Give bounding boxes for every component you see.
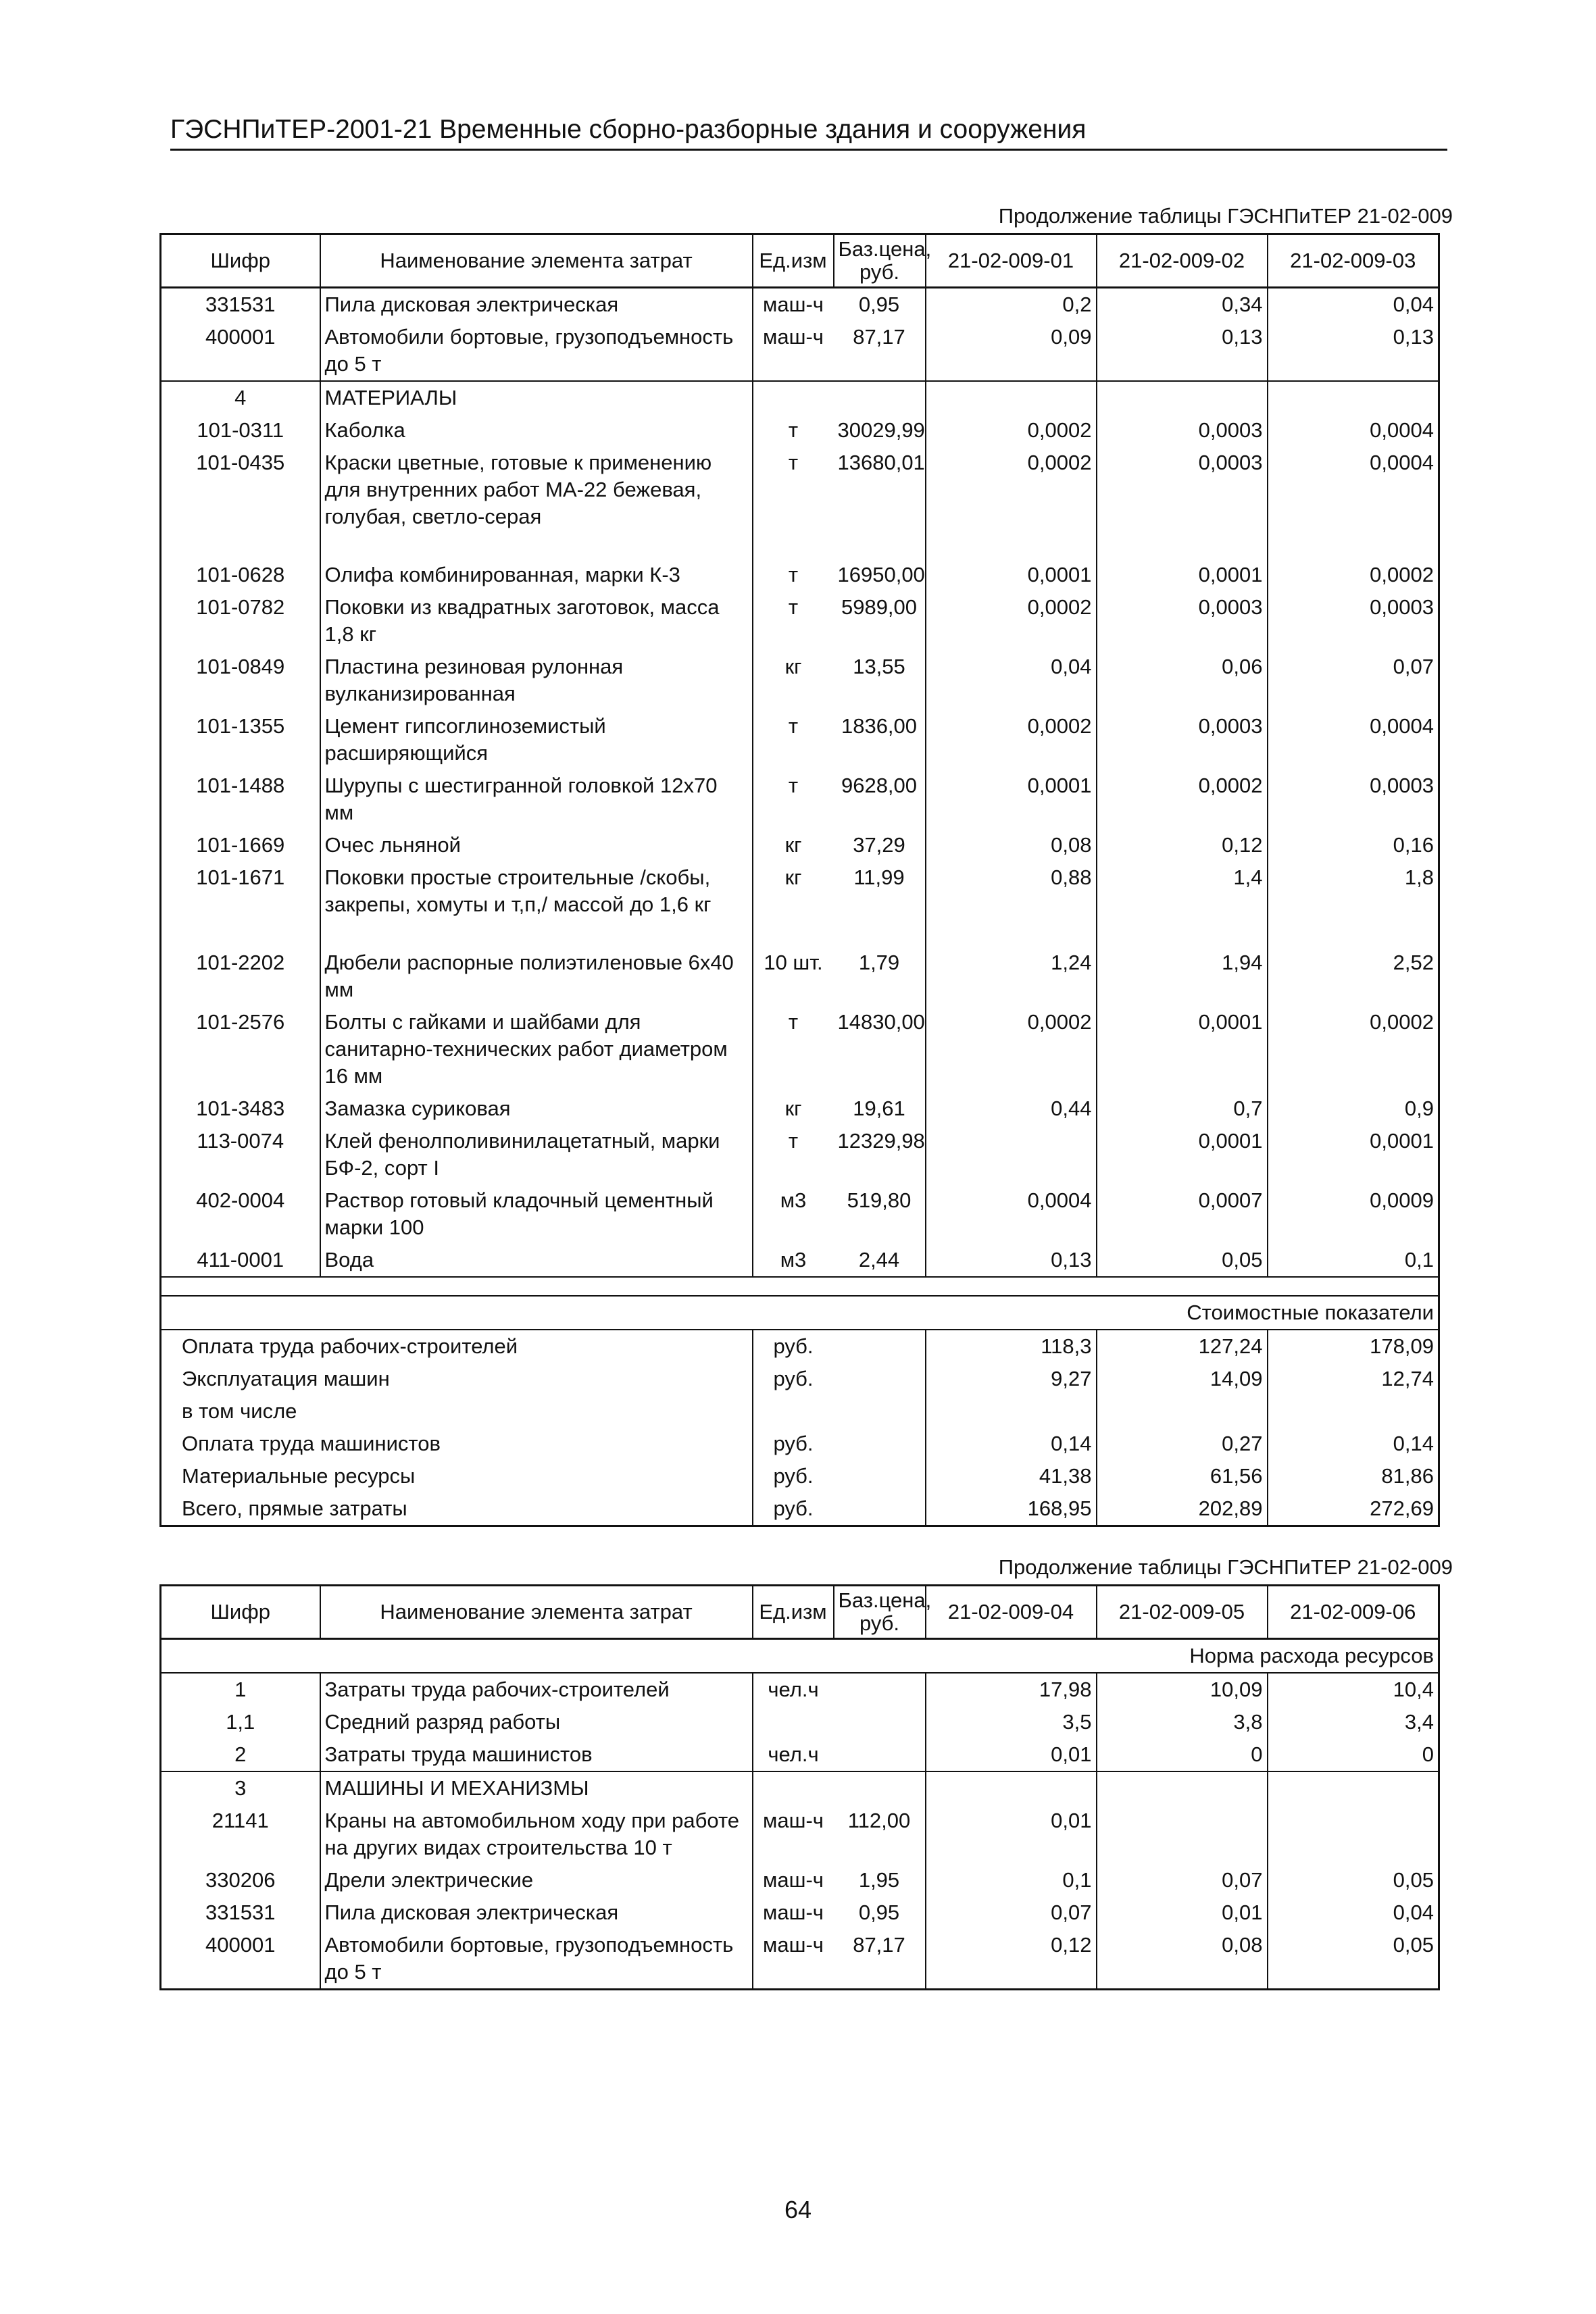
- row-price: 13680,01: [837, 451, 925, 474]
- cost-row: [161, 1330, 1439, 1363]
- row-code: 101-2576: [161, 1006, 320, 1092]
- row-name: Средний разряд работы: [320, 1706, 753, 1738]
- row-unit: [753, 1706, 834, 1738]
- row-value-1: 0,0001: [926, 559, 1097, 591]
- table-row: [161, 1896, 1439, 1929]
- row-code: 101-1669: [161, 829, 320, 861]
- table-row: [161, 321, 1439, 381]
- table-row: [161, 591, 1439, 651]
- row-unit: маш-ч: [753, 1929, 834, 1990]
- row-code: 101-1671: [161, 861, 320, 921]
- row-value-2: 0,13: [1097, 321, 1268, 381]
- row-code: 3: [161, 1771, 320, 1805]
- cost-name: Оплата труда машинистов: [161, 1428, 753, 1460]
- row-price: 0,95: [858, 293, 900, 316]
- col-header-code: Шифр: [161, 1586, 320, 1639]
- col-header-unit: Ед.изм: [753, 1586, 834, 1639]
- row-unit: чел.ч: [753, 1673, 834, 1706]
- row-name: Автомобили бортовые, грузоподъемность до 5 т: [320, 321, 753, 381]
- row-value-1: [926, 1125, 1097, 1184]
- row-value-2: [1097, 381, 1268, 414]
- row-unit: т: [753, 1006, 834, 1092]
- row-price: 16950,00: [837, 563, 925, 586]
- row-value-1: 0,0002: [926, 1006, 1097, 1092]
- row-value-2: 0,01: [1097, 1896, 1268, 1929]
- row-price: 2,44: [858, 1248, 900, 1272]
- col-header-v2: 21-02-009-05: [1097, 1586, 1268, 1639]
- row-value-2: 0,05: [1097, 1244, 1268, 1277]
- row-value-3: [1268, 1805, 1439, 1864]
- cost-value-1: 41,38: [926, 1460, 1097, 1492]
- row-value-2: 0,0001: [1097, 559, 1268, 591]
- row-value-2: 0,0002: [1097, 770, 1268, 829]
- row-value-1: 0,01: [926, 1738, 1097, 1771]
- row-value-2: 0,08: [1097, 1929, 1268, 1990]
- table-row: [161, 1673, 1439, 1706]
- cost-price-empty: [834, 1492, 926, 1526]
- cost-price-empty: [834, 1460, 926, 1492]
- row-unit: т: [753, 591, 834, 651]
- row-name: Поковки простые строительные /скобы, закрепы, хомуты и т,п,/ массой до 1,6 кг: [320, 861, 753, 921]
- row-value-3: 0,04: [1268, 288, 1439, 322]
- col-header-price: Баз.цена, руб.: [834, 1586, 926, 1639]
- row-spacer: [161, 921, 1439, 947]
- cost-value-3: 0,14: [1268, 1428, 1439, 1460]
- col-header-v1: 21-02-009-04: [926, 1586, 1097, 1639]
- row-value-2: 0,7: [1097, 1092, 1268, 1125]
- row-name: МАШИНЫ И МЕХАНИЗМЫ: [320, 1771, 753, 1805]
- row-value-3: 1,8: [1268, 861, 1439, 921]
- row-value-1: [926, 1771, 1097, 1805]
- row-value-2: 0,34: [1097, 288, 1268, 322]
- row-value-1: 0,04: [926, 651, 1097, 710]
- cost-section-header: Стоимостные показатели: [161, 1296, 1439, 1330]
- row-unit: т: [753, 559, 834, 591]
- row-code: 1,1: [161, 1706, 320, 1738]
- row-code: 402-0004: [161, 1184, 320, 1244]
- table-header-row: [161, 1586, 1439, 1639]
- row-value-3: 0,1: [1268, 1244, 1439, 1277]
- col-header-v3: 21-02-009-03: [1268, 234, 1439, 288]
- spacer-cell: [161, 921, 320, 947]
- row-value-2: 1,94: [1097, 947, 1268, 1006]
- col-header-code: Шифр: [161, 234, 320, 288]
- row-unit: т: [753, 414, 834, 447]
- row-unit: кг: [753, 861, 834, 921]
- row-value-3: 0,16: [1268, 829, 1439, 861]
- table-row: [161, 861, 1439, 921]
- row-unit: 10 шт.: [753, 947, 834, 1006]
- table-row: [161, 447, 1439, 533]
- row-value-3: 10,4: [1268, 1673, 1439, 1706]
- row-value-2: 0,0003: [1097, 591, 1268, 651]
- row-value-3: 0,9: [1268, 1092, 1439, 1125]
- row-value-1: 0,2: [926, 288, 1097, 322]
- cost-row: [161, 1460, 1439, 1492]
- col-header-name: Наименование элемента затрат: [320, 234, 753, 288]
- row-value-2: [1097, 1805, 1268, 1864]
- row-value-3: 0,0004: [1268, 414, 1439, 447]
- section-separator: [161, 1277, 1439, 1296]
- row-value-3: 0,0001: [1268, 1125, 1439, 1184]
- spacer-cell: [834, 921, 926, 947]
- col-header-unit: Ед.изм: [753, 234, 834, 288]
- cost-value-1: 118,3: [926, 1330, 1097, 1363]
- row-code: 4: [161, 381, 320, 414]
- table-row: [161, 288, 1439, 322]
- row-price: [834, 1673, 926, 1706]
- row-value-1: 0,44: [926, 1092, 1097, 1125]
- row-value-1: 0,0002: [926, 591, 1097, 651]
- row-value-3: 0,0003: [1268, 591, 1439, 651]
- cost-value-2: 202,89: [1097, 1492, 1268, 1526]
- table1-caption: Продолжение таблицы ГЭСНПиТЕР 21-02-009: [998, 204, 1453, 228]
- row-unit: маш-ч: [753, 1896, 834, 1929]
- row-code: 101-2202: [161, 947, 320, 1006]
- row-price: 14830,00: [837, 1010, 925, 1034]
- row-price: 11,99: [853, 865, 905, 889]
- cost-value-1: 9,27: [926, 1363, 1097, 1395]
- table-row: [161, 710, 1439, 770]
- row-code: 330206: [161, 1864, 320, 1896]
- row-unit: кг: [753, 651, 834, 710]
- row-name: Затраты труда рабочих-строителей: [320, 1673, 753, 1706]
- row-value-3: 0,04: [1268, 1896, 1439, 1929]
- cost-price-empty: [834, 1395, 926, 1428]
- row-name: Автомобили бортовые, грузоподъемность до 5 т: [320, 1929, 753, 1990]
- row-code: 101-1488: [161, 770, 320, 829]
- row-unit: [753, 381, 834, 414]
- row-value-3: 2,52: [1268, 947, 1439, 1006]
- row-code: 331531: [161, 1896, 320, 1929]
- cost-unit: руб.: [753, 1492, 834, 1526]
- row-value-3: 0,05: [1268, 1864, 1439, 1896]
- table-row: [161, 1244, 1439, 1277]
- table-row: [161, 414, 1439, 447]
- cost-unit: [753, 1395, 834, 1428]
- cost-value-1: 168,95: [926, 1492, 1097, 1526]
- cost-name: в том числе: [161, 1395, 753, 1428]
- row-code: 411-0001: [161, 1244, 320, 1277]
- row-code: 101-3483: [161, 1092, 320, 1125]
- col-header-name: Наименование элемента затрат: [320, 1586, 753, 1639]
- row-unit: маш-ч: [753, 288, 834, 322]
- norm-section-header: Норма расхода ресурсов: [161, 1639, 1439, 1674]
- resource-table-2: [159, 1584, 1440, 1990]
- row-value-2: 0,0007: [1097, 1184, 1268, 1244]
- row-value-3: 0,0004: [1268, 447, 1439, 533]
- table-row: [161, 1125, 1439, 1184]
- row-name: Дюбели распорные полиэтиленовые 6х40 мм: [320, 947, 753, 1006]
- row-unit: [753, 1771, 834, 1805]
- cost-unit: руб.: [753, 1428, 834, 1460]
- row-code: 101-1355: [161, 710, 320, 770]
- table-row: [161, 1006, 1439, 1092]
- table-row: [161, 947, 1439, 1006]
- document-title: ГЭСНПиТЕР-2001-21 Временные сборно-разборные здания и сооружения: [170, 114, 1447, 151]
- row-name: Затраты труда машинистов: [320, 1738, 753, 1771]
- cost-name: Материальные ресурсы: [161, 1460, 753, 1492]
- row-price: 19,61: [853, 1097, 905, 1120]
- cost-value-2: 0,27: [1097, 1428, 1268, 1460]
- row-value-3: 0,05: [1268, 1929, 1439, 1990]
- table-row: [161, 651, 1439, 710]
- cost-value-2: 14,09: [1097, 1363, 1268, 1395]
- row-price: [834, 381, 926, 414]
- row-name: МАТЕРИАЛЫ: [320, 381, 753, 414]
- row-code: 331531: [161, 288, 320, 322]
- table-row: [161, 1805, 1439, 1864]
- col-header-v1: 21-02-009-01: [926, 234, 1097, 288]
- row-price: 12329,98: [837, 1129, 925, 1153]
- cost-price-empty: [834, 1428, 926, 1460]
- row-price: 9628,00: [841, 774, 918, 797]
- cost-value-2: 61,56: [1097, 1460, 1268, 1492]
- table-row: [161, 559, 1439, 591]
- row-value-3: 3,4: [1268, 1706, 1439, 1738]
- row-value-3: 0,0002: [1268, 1006, 1439, 1092]
- row-unit: м3: [753, 1184, 834, 1244]
- cost-name: Эксплуатация машин: [161, 1363, 753, 1395]
- row-value-1: 1,24: [926, 947, 1097, 1006]
- cost-value-3: [1268, 1395, 1439, 1428]
- row-value-1: 0,09: [926, 321, 1097, 381]
- row-code: 101-0849: [161, 651, 320, 710]
- row-price: 13,55: [853, 655, 905, 678]
- cost-name: Всего, прямые затраты: [161, 1492, 753, 1526]
- table-row: [161, 1092, 1439, 1125]
- cost-row: [161, 1363, 1439, 1395]
- cost-row: [161, 1492, 1439, 1526]
- table2-caption: Продолжение таблицы ГЭСНПиТЕР 21-02-009: [998, 1555, 1453, 1579]
- row-value-2: 10,09: [1097, 1673, 1268, 1706]
- separator-cell: [161, 1277, 1439, 1296]
- spacer-cell: [1097, 921, 1268, 947]
- row-name: Шурупы с шестигранной головкой 12х70 мм: [320, 770, 753, 829]
- col-header-price: Баз.цена, руб.: [834, 234, 926, 288]
- row-name: Олифа комбинированная, марки К-3: [320, 559, 753, 591]
- row-name: Дрели электрические: [320, 1864, 753, 1896]
- row-value-3: 0,0004: [1268, 710, 1439, 770]
- cost-price-empty: [834, 1330, 926, 1363]
- row-code: 400001: [161, 1929, 320, 1990]
- cost-value-3: 81,86: [1268, 1460, 1439, 1492]
- row-code: 101-0782: [161, 591, 320, 651]
- row-value-1: 0,0002: [926, 414, 1097, 447]
- row-value-1: 0,1: [926, 1864, 1097, 1896]
- row-value-1: [926, 381, 1097, 414]
- spacer-cell: [161, 533, 320, 559]
- row-value-2: 0,0001: [1097, 1125, 1268, 1184]
- row-price: [834, 1706, 926, 1738]
- spacer-cell: [753, 533, 834, 559]
- cost-unit: руб.: [753, 1330, 834, 1363]
- row-value-2: 1,4: [1097, 861, 1268, 921]
- cost-name: Оплата труда рабочих-строителей: [161, 1330, 753, 1363]
- spacer-cell: [1268, 921, 1439, 947]
- row-unit: маш-ч: [753, 1864, 834, 1896]
- col-header-v3: 21-02-009-06: [1268, 1586, 1439, 1639]
- row-value-1: 3,5: [926, 1706, 1097, 1738]
- row-name: Поковки из квадратных заготовок, масса 1,8 кг: [320, 591, 753, 651]
- cost-value-1: [926, 1395, 1097, 1428]
- row-name: Раствор готовый кладочный цементный марки 100: [320, 1184, 753, 1244]
- row-value-1: 0,0002: [926, 447, 1097, 533]
- table-row: [161, 770, 1439, 829]
- cost-value-3: 12,74: [1268, 1363, 1439, 1395]
- spacer-cell: [926, 921, 1097, 947]
- row-value-3: [1268, 1771, 1439, 1805]
- cost-value-3: 178,09: [1268, 1330, 1439, 1363]
- row-price: 0,95: [858, 1901, 900, 1924]
- row-unit: м3: [753, 1244, 834, 1277]
- row-value-2: 0,0001: [1097, 1006, 1268, 1092]
- table-row: [161, 1706, 1439, 1738]
- row-value-3: 0,0002: [1268, 559, 1439, 591]
- row-name: Очес льняной: [320, 829, 753, 861]
- row-value-2: 0,0003: [1097, 710, 1268, 770]
- row-value-1: 0,01: [926, 1805, 1097, 1864]
- row-price: 37,29: [853, 833, 905, 857]
- row-unit: т: [753, 1125, 834, 1184]
- row-value-3: 0,07: [1268, 651, 1439, 710]
- row-name: Замазка суриковая: [320, 1092, 753, 1125]
- row-price: 1,79: [858, 951, 900, 974]
- row-code: 1: [161, 1673, 320, 1706]
- table-row: [161, 829, 1439, 861]
- row-name: Краски цветные, готовые к применению для внутренних работ МА-22 бежевая, голубая, светло-серая: [320, 447, 753, 533]
- cost-value-2: [1097, 1395, 1268, 1428]
- row-price: 112,00: [847, 1809, 911, 1832]
- row-value-2: 0,0003: [1097, 414, 1268, 447]
- page-number: 64: [784, 2196, 812, 2223]
- row-price: 87,17: [834, 1929, 926, 1990]
- row-value-3: 0,0003: [1268, 770, 1439, 829]
- row-name: Цемент гипсоглиноземистый расширяющийся: [320, 710, 753, 770]
- table-row: [161, 381, 1439, 414]
- row-price: [834, 1771, 926, 1805]
- row-value-3: 0,13: [1268, 321, 1439, 381]
- spacer-cell: [1268, 533, 1439, 559]
- row-value-1: 0,08: [926, 829, 1097, 861]
- cost-price-empty: [834, 1363, 926, 1395]
- resource-table-1: [159, 233, 1440, 1527]
- table-header-row: [161, 234, 1439, 288]
- row-value-2: 0,0003: [1097, 447, 1268, 533]
- row-price: 519,80: [847, 1188, 912, 1212]
- row-price: 5989,00: [841, 595, 918, 619]
- row-value-2: [1097, 1771, 1268, 1805]
- row-value-2: 0,07: [1097, 1864, 1268, 1896]
- row-value-3: [1268, 381, 1439, 414]
- row-value-1: 0,0004: [926, 1184, 1097, 1244]
- cost-unit: руб.: [753, 1363, 834, 1395]
- cost-header-row: [161, 1296, 1439, 1330]
- cost-value-1: 0,14: [926, 1428, 1097, 1460]
- spacer-cell: [753, 921, 834, 947]
- row-code: 101-0435: [161, 447, 320, 533]
- norm-header-row: [161, 1639, 1439, 1674]
- spacer-cell: [926, 533, 1097, 559]
- row-value-1: 0,88: [926, 861, 1097, 921]
- row-price: 1836,00: [841, 714, 918, 738]
- row-unit: т: [753, 447, 834, 533]
- spacer-cell: [320, 533, 753, 559]
- row-code: 101-0311: [161, 414, 320, 447]
- row-price: [834, 1738, 926, 1771]
- row-code: 101-0628: [161, 559, 320, 591]
- table-row: [161, 1771, 1439, 1805]
- row-name: Вода: [320, 1244, 753, 1277]
- row-value-2: 0,06: [1097, 651, 1268, 710]
- row-spacer: [161, 533, 1439, 559]
- row-price: 30029,99: [837, 418, 925, 442]
- cost-value-2: 127,24: [1097, 1330, 1268, 1363]
- row-value-1: 0,07: [926, 1896, 1097, 1929]
- row-name: Пила дисковая электрическая: [320, 1896, 753, 1929]
- row-value-2: 0: [1097, 1738, 1268, 1771]
- row-value-1: 0,12: [926, 1929, 1097, 1990]
- row-unit: кг: [753, 1092, 834, 1125]
- row-code: 113-0074: [161, 1125, 320, 1184]
- row-code: 21141: [161, 1805, 320, 1864]
- col-header-v2: 21-02-009-02: [1097, 234, 1268, 288]
- row-unit: чел.ч: [753, 1738, 834, 1771]
- table-row: [161, 1738, 1439, 1771]
- row-value-1: 17,98: [926, 1673, 1097, 1706]
- row-value-3: 0,0009: [1268, 1184, 1439, 1244]
- spacer-cell: [834, 533, 926, 559]
- table-row: [161, 1864, 1439, 1896]
- table-row: [161, 1184, 1439, 1244]
- row-price: 1,95: [858, 1868, 900, 1892]
- row-name: Каболка: [320, 414, 753, 447]
- cost-row: [161, 1395, 1439, 1428]
- row-unit: т: [753, 770, 834, 829]
- cost-value-3: 272,69: [1268, 1492, 1439, 1526]
- cost-row: [161, 1428, 1439, 1460]
- spacer-cell: [1097, 533, 1268, 559]
- table-row: [161, 1929, 1439, 1990]
- row-code: 2: [161, 1738, 320, 1771]
- row-value-3: 0: [1268, 1738, 1439, 1771]
- row-unit: маш-ч: [753, 321, 834, 381]
- row-name: Краны на автомобильном ходу при работе на других видах строительства 10 т: [320, 1805, 753, 1864]
- row-value-1: 0,0002: [926, 710, 1097, 770]
- row-name: Пила дисковая электрическая: [320, 288, 753, 322]
- row-value-2: 0,12: [1097, 829, 1268, 861]
- row-value-1: 0,13: [926, 1244, 1097, 1277]
- row-unit: маш-ч: [753, 1805, 834, 1864]
- spacer-cell: [320, 921, 753, 947]
- row-name: Болты с гайками и шайбами для санитарно-технических работ диаметром 16 мм: [320, 1006, 753, 1092]
- row-name: Клей фенолполивинилацетатный, марки БФ-2, сорт I: [320, 1125, 753, 1184]
- row-value-1: 0,0001: [926, 770, 1097, 829]
- row-code: 400001: [161, 321, 320, 381]
- row-unit: кг: [753, 829, 834, 861]
- row-unit: т: [753, 710, 834, 770]
- row-name: Пластина резиновая рулонная вулканизированная: [320, 651, 753, 710]
- cost-unit: руб.: [753, 1460, 834, 1492]
- row-value-2: 3,8: [1097, 1706, 1268, 1738]
- row-price: 87,17: [853, 325, 905, 349]
